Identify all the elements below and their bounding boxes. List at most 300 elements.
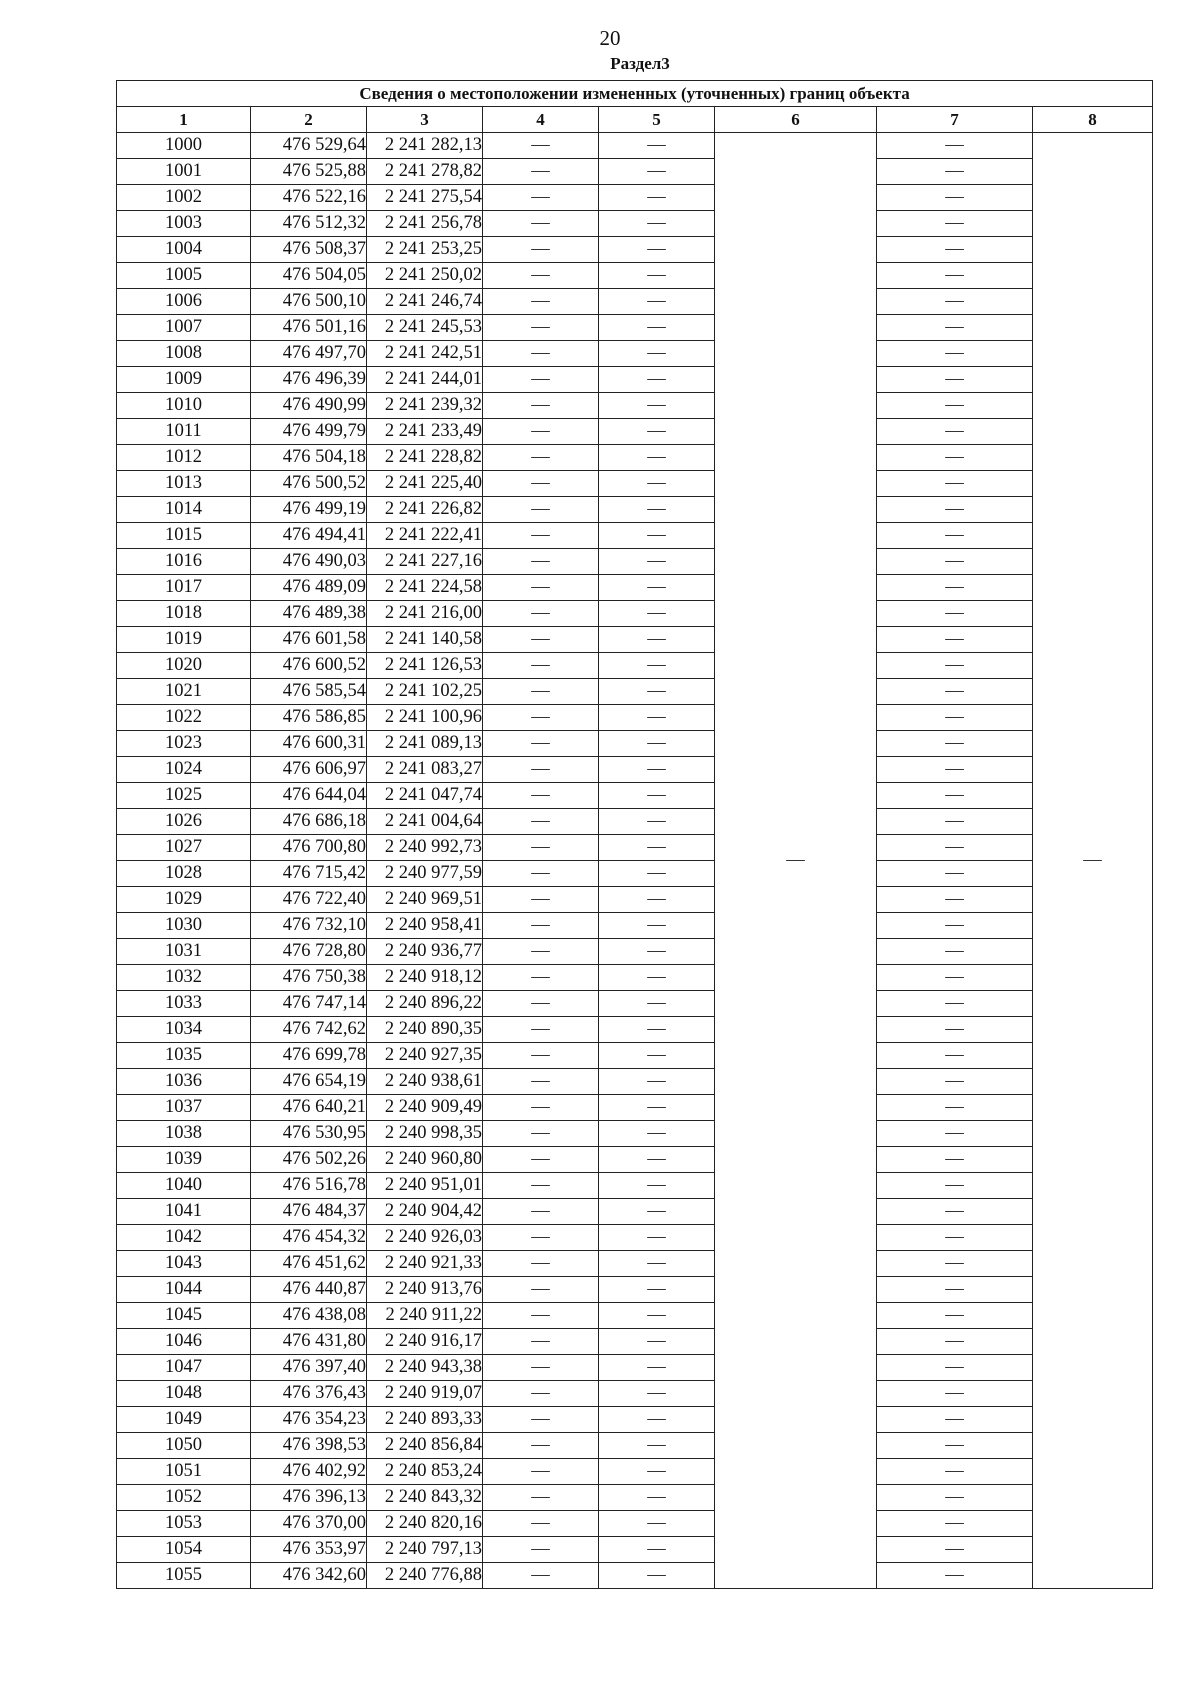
table-row [117, 1095, 1153, 1121]
coordinate-x: 476 500,10 [251, 289, 367, 315]
column-6-value: — [715, 133, 877, 1589]
coordinate-x: 476 529,64 [251, 133, 367, 159]
coordinate-x: 476 438,08 [251, 1303, 367, 1329]
coordinate-x: 476 451,62 [251, 1251, 367, 1277]
point-number: 1048 [117, 1381, 251, 1407]
column-4-value: — [483, 731, 599, 757]
point-number: 1031 [117, 939, 251, 965]
table-row [117, 653, 1153, 679]
column-7-value: — [877, 185, 1033, 211]
table-row [117, 341, 1153, 367]
table-row [117, 601, 1153, 627]
column-5-value: — [599, 1121, 715, 1147]
column-7-value: — [877, 341, 1033, 367]
coordinate-x: 476 585,54 [251, 679, 367, 705]
point-number: 1018 [117, 601, 251, 627]
column-5-value: — [599, 1069, 715, 1095]
point-number: 1005 [117, 263, 251, 289]
column-7-value: — [877, 1277, 1033, 1303]
coordinate-x: 476 500,52 [251, 471, 367, 497]
coordinate-y: 2 241 256,78 [367, 211, 483, 237]
coordinate-y: 2 240 909,49 [367, 1095, 483, 1121]
column-5-value: — [599, 887, 715, 913]
coordinate-x: 476 644,04 [251, 783, 367, 809]
coordinate-y: 2 241 250,02 [367, 263, 483, 289]
coordinate-y: 2 240 890,35 [367, 1017, 483, 1043]
coordinate-y: 2 241 004,64 [367, 809, 483, 835]
column-7-value: — [877, 211, 1033, 237]
table-row [117, 913, 1153, 939]
column-7-value: — [877, 133, 1033, 159]
coordinate-y: 2 240 938,61 [367, 1069, 483, 1095]
column-5-value: — [599, 471, 715, 497]
column-5-value: — [599, 757, 715, 783]
column-5-value: — [599, 419, 715, 445]
coordinate-y: 2 240 896,22 [367, 991, 483, 1017]
column-7-value: — [877, 1069, 1033, 1095]
point-number: 1000 [117, 133, 251, 159]
coordinate-y: 2 241 089,13 [367, 731, 483, 757]
column-5-value: — [599, 133, 715, 159]
table-row [117, 133, 1153, 159]
coordinate-y: 2 241 102,25 [367, 679, 483, 705]
point-number: 1046 [117, 1329, 251, 1355]
coordinate-y: 2 241 228,82 [367, 445, 483, 471]
point-number: 1021 [117, 679, 251, 705]
coordinate-y: 2 241 282,13 [367, 133, 483, 159]
column-number-row [117, 107, 1153, 133]
table-row [117, 471, 1153, 497]
coordinate-x: 476 728,80 [251, 939, 367, 965]
coordinate-y: 2 240 943,38 [367, 1355, 483, 1381]
column-7-value: — [877, 913, 1033, 939]
point-number: 1004 [117, 237, 251, 263]
column-5-value: — [599, 939, 715, 965]
point-number: 1037 [117, 1095, 251, 1121]
coordinate-y: 2 241 225,40 [367, 471, 483, 497]
column-5-value: — [599, 1329, 715, 1355]
table-row [117, 575, 1153, 601]
column-4-value: — [483, 991, 599, 1017]
column-4-value: — [483, 393, 599, 419]
table-row [117, 315, 1153, 341]
column-7-value: — [877, 1485, 1033, 1511]
column-5-value: — [599, 1043, 715, 1069]
coordinate-y: 2 241 275,54 [367, 185, 483, 211]
column-4-value: — [483, 1433, 599, 1459]
coordinate-x: 476 501,16 [251, 315, 367, 341]
coordinate-y: 2 241 253,25 [367, 237, 483, 263]
column-4-value: — [483, 1407, 599, 1433]
table-row [117, 1069, 1153, 1095]
column-4-value: — [483, 783, 599, 809]
table-row [117, 783, 1153, 809]
coordinate-x: 476 700,80 [251, 835, 367, 861]
column-5-value: — [599, 601, 715, 627]
column-4-value: — [483, 627, 599, 653]
table-row [117, 887, 1153, 913]
column-5-value: — [599, 1433, 715, 1459]
coordinate-y: 2 241 246,74 [367, 289, 483, 315]
point-number: 1054 [117, 1537, 251, 1563]
column-7-value: — [877, 1433, 1033, 1459]
column-7-value: — [877, 1459, 1033, 1485]
column-7-value: — [877, 627, 1033, 653]
table-row [117, 367, 1153, 393]
column-5-value: — [599, 783, 715, 809]
coordinate-y: 2 241 239,32 [367, 393, 483, 419]
section-title: Раздел3 [610, 54, 670, 73]
coordinate-y: 2 240 853,24 [367, 1459, 483, 1485]
coordinate-y: 2 241 224,58 [367, 575, 483, 601]
point-number: 1051 [117, 1459, 251, 1485]
column-5-value: — [599, 1485, 715, 1511]
coordinate-x: 476 489,38 [251, 601, 367, 627]
column-7-value: — [877, 991, 1033, 1017]
table-row [117, 835, 1153, 861]
column-4-value: — [483, 263, 599, 289]
point-number: 1042 [117, 1225, 251, 1251]
column-4-value: — [483, 237, 599, 263]
coordinate-y: 2 241 242,51 [367, 341, 483, 367]
column-5-value: — [599, 991, 715, 1017]
column-5-value: — [599, 861, 715, 887]
coordinate-y: 2 240 919,07 [367, 1381, 483, 1407]
column-5-value: — [599, 653, 715, 679]
column-5-value: — [599, 1537, 715, 1563]
column-4-value: — [483, 315, 599, 341]
column-5-value: — [599, 211, 715, 237]
column-5-value: — [599, 731, 715, 757]
column-7-value: — [877, 1381, 1033, 1407]
coordinate-x: 476 490,03 [251, 549, 367, 575]
table-row [117, 627, 1153, 653]
column-7-value: — [877, 861, 1033, 887]
coordinate-y: 2 240 776,88 [367, 1563, 483, 1589]
coordinate-x: 476 376,43 [251, 1381, 367, 1407]
column-4-value: — [483, 1069, 599, 1095]
table-row [117, 1225, 1153, 1251]
column-7-value: — [877, 1199, 1033, 1225]
column-4-value: — [483, 1095, 599, 1121]
column-7-value: — [877, 237, 1033, 263]
column-7-value: — [877, 1329, 1033, 1355]
point-number: 1036 [117, 1069, 251, 1095]
table-row [117, 159, 1153, 185]
table-row [117, 1381, 1153, 1407]
coordinate-x: 476 502,26 [251, 1147, 367, 1173]
point-number: 1022 [117, 705, 251, 731]
column-5-value: — [599, 1381, 715, 1407]
point-number: 1002 [117, 185, 251, 211]
column-7-value: — [877, 1017, 1033, 1043]
coordinate-y: 2 240 797,13 [367, 1537, 483, 1563]
table-row [117, 1485, 1153, 1511]
table-row [117, 731, 1153, 757]
coordinate-x: 476 499,79 [251, 419, 367, 445]
column-4-value: — [483, 523, 599, 549]
column-4-value: — [483, 367, 599, 393]
coordinate-x: 476 654,19 [251, 1069, 367, 1095]
coordinate-x: 476 353,97 [251, 1537, 367, 1563]
coordinate-x: 476 747,14 [251, 991, 367, 1017]
column-7-value: — [877, 1407, 1033, 1433]
coordinate-x: 476 606,97 [251, 757, 367, 783]
coordinate-y: 2 240 992,73 [367, 835, 483, 861]
point-number: 1029 [117, 887, 251, 913]
column-4-value: — [483, 1251, 599, 1277]
point-number: 1045 [117, 1303, 251, 1329]
coordinate-x: 476 508,37 [251, 237, 367, 263]
column-4-value: — [483, 809, 599, 835]
column-5-value: — [599, 1459, 715, 1485]
point-number: 1016 [117, 549, 251, 575]
page-number: 20 [599, 26, 621, 50]
column-header: 5 [599, 107, 715, 133]
column-7-value: — [877, 263, 1033, 289]
coordinate-x: 476 402,92 [251, 1459, 367, 1485]
column-8-value: — [1033, 133, 1153, 1589]
column-5-value: — [599, 263, 715, 289]
coordinate-y: 2 241 047,74 [367, 783, 483, 809]
column-4-value: — [483, 861, 599, 887]
table-row [117, 965, 1153, 991]
table-row [117, 809, 1153, 835]
coordinate-y: 2 240 916,17 [367, 1329, 483, 1355]
coordinate-x: 476 397,40 [251, 1355, 367, 1381]
column-5-value: — [599, 1303, 715, 1329]
coordinate-x: 476 512,32 [251, 211, 367, 237]
coordinate-x: 476 732,10 [251, 913, 367, 939]
coordinate-y: 2 240 921,33 [367, 1251, 483, 1277]
point-number: 1047 [117, 1355, 251, 1381]
column-4-value: — [483, 341, 599, 367]
coordinate-y: 2 240 913,76 [367, 1277, 483, 1303]
coordinate-y: 2 240 969,51 [367, 887, 483, 913]
column-7-value: — [877, 289, 1033, 315]
point-number: 1003 [117, 211, 251, 237]
column-5-value: — [599, 965, 715, 991]
point-number: 1024 [117, 757, 251, 783]
point-number: 1041 [117, 1199, 251, 1225]
column-5-value: — [599, 159, 715, 185]
column-5-value: — [599, 367, 715, 393]
column-7-value: — [877, 445, 1033, 471]
coordinate-x: 476 440,87 [251, 1277, 367, 1303]
column-5-value: — [599, 705, 715, 731]
point-number: 1009 [117, 367, 251, 393]
coordinate-y: 2 240 911,22 [367, 1303, 483, 1329]
column-7-value: — [877, 783, 1033, 809]
column-7-value: — [877, 1173, 1033, 1199]
column-header: 2 [251, 107, 367, 133]
table-row [117, 1407, 1153, 1433]
point-number: 1020 [117, 653, 251, 679]
coordinate-x: 476 600,52 [251, 653, 367, 679]
column-7-value: — [877, 939, 1033, 965]
column-4-value: — [483, 575, 599, 601]
column-7-value: — [877, 887, 1033, 913]
column-7-value: — [877, 1043, 1033, 1069]
coordinate-x: 476 722,40 [251, 887, 367, 913]
column-4-value: — [483, 1017, 599, 1043]
coordinate-y: 2 241 222,41 [367, 523, 483, 549]
column-4-value: — [483, 1121, 599, 1147]
point-number: 1026 [117, 809, 251, 835]
coordinate-y: 2 240 843,32 [367, 1485, 483, 1511]
column-4-value: — [483, 1225, 599, 1251]
column-7-value: — [877, 679, 1033, 705]
column-4-value: — [483, 887, 599, 913]
column-5-value: — [599, 1511, 715, 1537]
column-4-value: — [483, 965, 599, 991]
coordinate-y: 2 240 998,35 [367, 1121, 483, 1147]
column-4-value: — [483, 133, 599, 159]
coordinate-x: 476 489,09 [251, 575, 367, 601]
column-4-value: — [483, 1459, 599, 1485]
column-5-value: — [599, 1407, 715, 1433]
coordinate-y: 2 240 927,35 [367, 1043, 483, 1069]
column-5-value: — [599, 1095, 715, 1121]
point-number: 1013 [117, 471, 251, 497]
column-4-value: — [483, 211, 599, 237]
boundary-coordinates-table [116, 80, 1153, 1589]
point-number: 1001 [117, 159, 251, 185]
coordinate-x: 476 522,16 [251, 185, 367, 211]
column-4-value: — [483, 445, 599, 471]
column-header: 1 [117, 107, 251, 133]
column-5-value: — [599, 1563, 715, 1589]
column-7-value: — [877, 471, 1033, 497]
table-row [117, 393, 1153, 419]
column-5-value: — [599, 289, 715, 315]
point-number: 1043 [117, 1251, 251, 1277]
table-row [117, 861, 1153, 887]
column-5-value: — [599, 1251, 715, 1277]
table-row [117, 1173, 1153, 1199]
column-7-value: — [877, 965, 1033, 991]
column-7-value: — [877, 1251, 1033, 1277]
column-7-value: — [877, 1147, 1033, 1173]
column-4-value: — [483, 601, 599, 627]
point-number: 1006 [117, 289, 251, 315]
table-row [117, 679, 1153, 705]
point-number: 1034 [117, 1017, 251, 1043]
column-7-value: — [877, 653, 1033, 679]
table-row [117, 1355, 1153, 1381]
table-row [117, 1277, 1153, 1303]
column-5-value: — [599, 497, 715, 523]
coordinate-x: 476 699,78 [251, 1043, 367, 1069]
column-5-value: — [599, 835, 715, 861]
coordinate-x: 476 640,21 [251, 1095, 367, 1121]
coordinate-y: 2 241 140,58 [367, 627, 483, 653]
column-7-value: — [877, 1121, 1033, 1147]
column-7-value: — [877, 315, 1033, 341]
coordinate-x: 476 342,60 [251, 1563, 367, 1589]
coordinate-x: 476 742,62 [251, 1017, 367, 1043]
point-number: 1030 [117, 913, 251, 939]
column-5-value: — [599, 549, 715, 575]
point-number: 1019 [117, 627, 251, 653]
point-number: 1023 [117, 731, 251, 757]
coordinate-y: 2 240 918,12 [367, 965, 483, 991]
coordinate-x: 476 530,95 [251, 1121, 367, 1147]
table-caption: Сведения о местоположении измененных (уточненных) границ объекта [117, 81, 1153, 107]
point-number: 1017 [117, 575, 251, 601]
table-row [117, 523, 1153, 549]
column-4-value: — [483, 1485, 599, 1511]
coordinate-y: 2 241 245,53 [367, 315, 483, 341]
point-number: 1008 [117, 341, 251, 367]
column-7-value: — [877, 549, 1033, 575]
column-4-value: — [483, 1381, 599, 1407]
column-7-value: — [877, 731, 1033, 757]
column-4-value: — [483, 1277, 599, 1303]
column-7-value: — [877, 575, 1033, 601]
coordinate-y: 2 241 083,27 [367, 757, 483, 783]
table-row [117, 237, 1153, 263]
coordinate-y: 2 241 227,16 [367, 549, 483, 575]
coordinate-y: 2 240 951,01 [367, 1173, 483, 1199]
column-5-value: — [599, 575, 715, 601]
column-7-value: — [877, 159, 1033, 185]
column-5-value: — [599, 1017, 715, 1043]
coordinate-y: 2 241 126,53 [367, 653, 483, 679]
table-row [117, 1017, 1153, 1043]
column-header: 6 [715, 107, 877, 133]
table-row [117, 549, 1153, 575]
coordinate-x: 476 484,37 [251, 1199, 367, 1225]
coordinate-x: 476 601,58 [251, 627, 367, 653]
column-5-value: — [599, 913, 715, 939]
coordinate-x: 476 454,32 [251, 1225, 367, 1251]
coordinate-x: 476 504,05 [251, 263, 367, 289]
column-7-value: — [877, 1563, 1033, 1589]
column-5-value: — [599, 315, 715, 341]
column-4-value: — [483, 913, 599, 939]
coordinate-x: 476 499,19 [251, 497, 367, 523]
column-5-value: — [599, 1147, 715, 1173]
column-7-value: — [877, 809, 1033, 835]
column-7-value: — [877, 497, 1033, 523]
coordinate-y: 2 241 244,01 [367, 367, 483, 393]
table-row [117, 1563, 1153, 1589]
column-4-value: — [483, 419, 599, 445]
coordinate-x: 476 354,23 [251, 1407, 367, 1433]
column-4-value: — [483, 471, 599, 497]
column-4-value: — [483, 497, 599, 523]
column-4-value: — [483, 185, 599, 211]
table-row [117, 1433, 1153, 1459]
column-5-value: — [599, 679, 715, 705]
column-4-value: — [483, 1511, 599, 1537]
coordinate-x: 476 715,42 [251, 861, 367, 887]
coordinate-x: 476 497,70 [251, 341, 367, 367]
column-5-value: — [599, 185, 715, 211]
coordinate-x: 476 686,18 [251, 809, 367, 835]
column-4-value: — [483, 1147, 599, 1173]
column-7-value: — [877, 1511, 1033, 1537]
column-5-value: — [599, 445, 715, 471]
table-row [117, 185, 1153, 211]
column-7-value: — [877, 1537, 1033, 1563]
point-number: 1053 [117, 1511, 251, 1537]
column-5-value: — [599, 341, 715, 367]
table-row [117, 939, 1153, 965]
column-5-value: — [599, 1355, 715, 1381]
column-5-value: — [599, 627, 715, 653]
